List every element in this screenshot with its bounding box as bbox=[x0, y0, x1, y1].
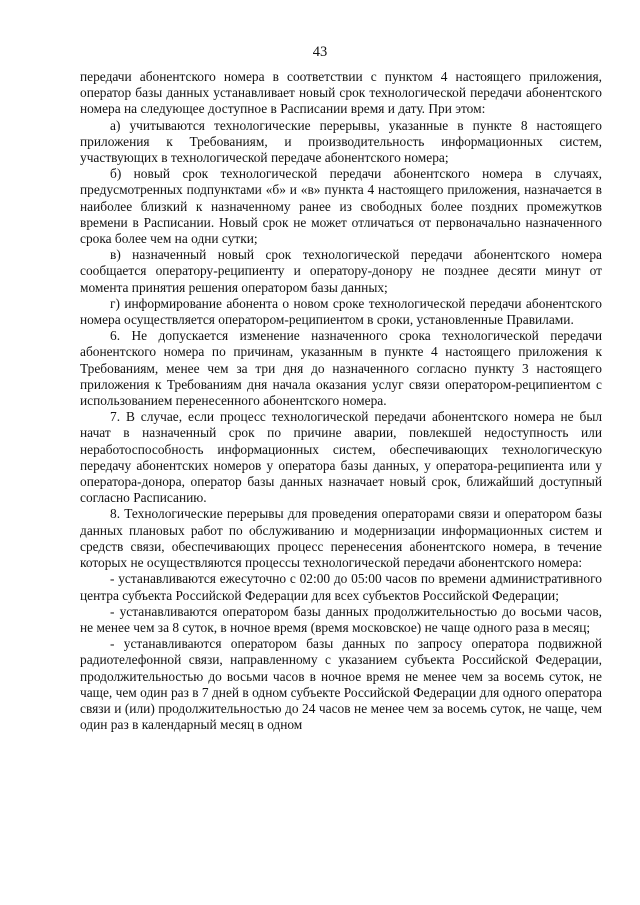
subitem-a: а) учитываются технологические перерывы, указанные в пункте 8 настоящего приложения к Требованиям, и производительность информационных систем, участвующих в технологической передаче абонентского номера; bbox=[80, 117, 602, 166]
item-8: 8. Технологические перерывы для проведения операторами связи и оператором базы данных плановых работ по обслуживанию и модернизации информационных систем и средств связи, обеспечивающих процесс перенесения абонентского номера, в течение которых не осуществляются процессы технологической передачи абонентского номера: bbox=[80, 506, 602, 571]
subitem-v: в) назначенный новый срок технологической передачи абонентского номера сообщается оператору-реципиенту и оператору-донору не позднее десяти минут от момента принятия решения оператором базы данных; bbox=[80, 247, 602, 295]
dash-item-1: - устанавливаются ежесуточно с 02:00 до 05:00 часов по времени административного центра субъекта Российской Федерации для всех субъектов Российской Федерации; bbox=[80, 571, 602, 603]
subitem-g: г) информирование абонента о новом сроке технологической передачи абонентского номера осуществляется оператором-реципиентом в сроки, установленные Правилами. bbox=[80, 295, 602, 328]
subitem-b: б) новый срок технологической передачи абонентского номера в случаях, предусмотренных подпунктами «б» и «в» пункта 4 настоящего приложения, назначается в наиболее близкий к назначенному ранее из свободных более поздних промежутков времени в Расписании. Новый срок не может отличаться от первоначально назначенного срока более чем на одни сутки; bbox=[80, 166, 602, 247]
item-6: 6. Не допускается изменение назначенного срока технологической передачи абонентского номера по причинам, указанным в пункте 4 настоящего приложения к Требованиям, менее чем за три дня до назначенного согласно пункту 3 настоящего приложения к Требованиям дня начала оказания услуг связи оператором-реципиентом с использованием перенесенного абонентского номера. bbox=[80, 328, 602, 409]
document-body bbox=[80, 69, 602, 733]
dash-item-3: - устанавливаются оператором базы данных по запросу оператора подвижной радиотелефонной связи, направленному с указанием субъекта Российской Федерации, продолжительностью до восьми часов в ночное время не менее чем за восемь суток, не чаще, чем один раз в 7 дней в одном субъекте Российской Федерации для одного оператора связи и (или) продолжительностью до 24 часов не менее чем за восемь суток, не чаще, чем один раз в календарный месяц в одном bbox=[80, 636, 602, 733]
paragraph-continuation: передачи абонентского номера в соответствии с пунктом 4 настоящего приложения, оператор базы данных устанавливает новый срок технологической передачи абонентского номера на следующее доступное в Расписании время и дату. При этом: bbox=[80, 69, 602, 117]
page-number: 43 bbox=[312, 44, 328, 60]
dash-item-2: - устанавливаются оператором базы данных продолжительностью до восьми часов, не менее чем за 8 суток, в ночное время (время московское) не чаще одного раза в месяц; bbox=[80, 603, 602, 635]
item-7: 7. В случае, если процесс технологической передачи абонентского номера не был начат в назначенный срок по причине аварии, повлекшей недоступность или неработоспособность информационных систем, обеспечивающих технологическую передачу абонентских номеров у оператора базы данных, у оператора-реципиента или у оператора-донора, оператор базы данных назначает новый срок, ближайший доступный согласно Расписанию. bbox=[80, 409, 602, 506]
